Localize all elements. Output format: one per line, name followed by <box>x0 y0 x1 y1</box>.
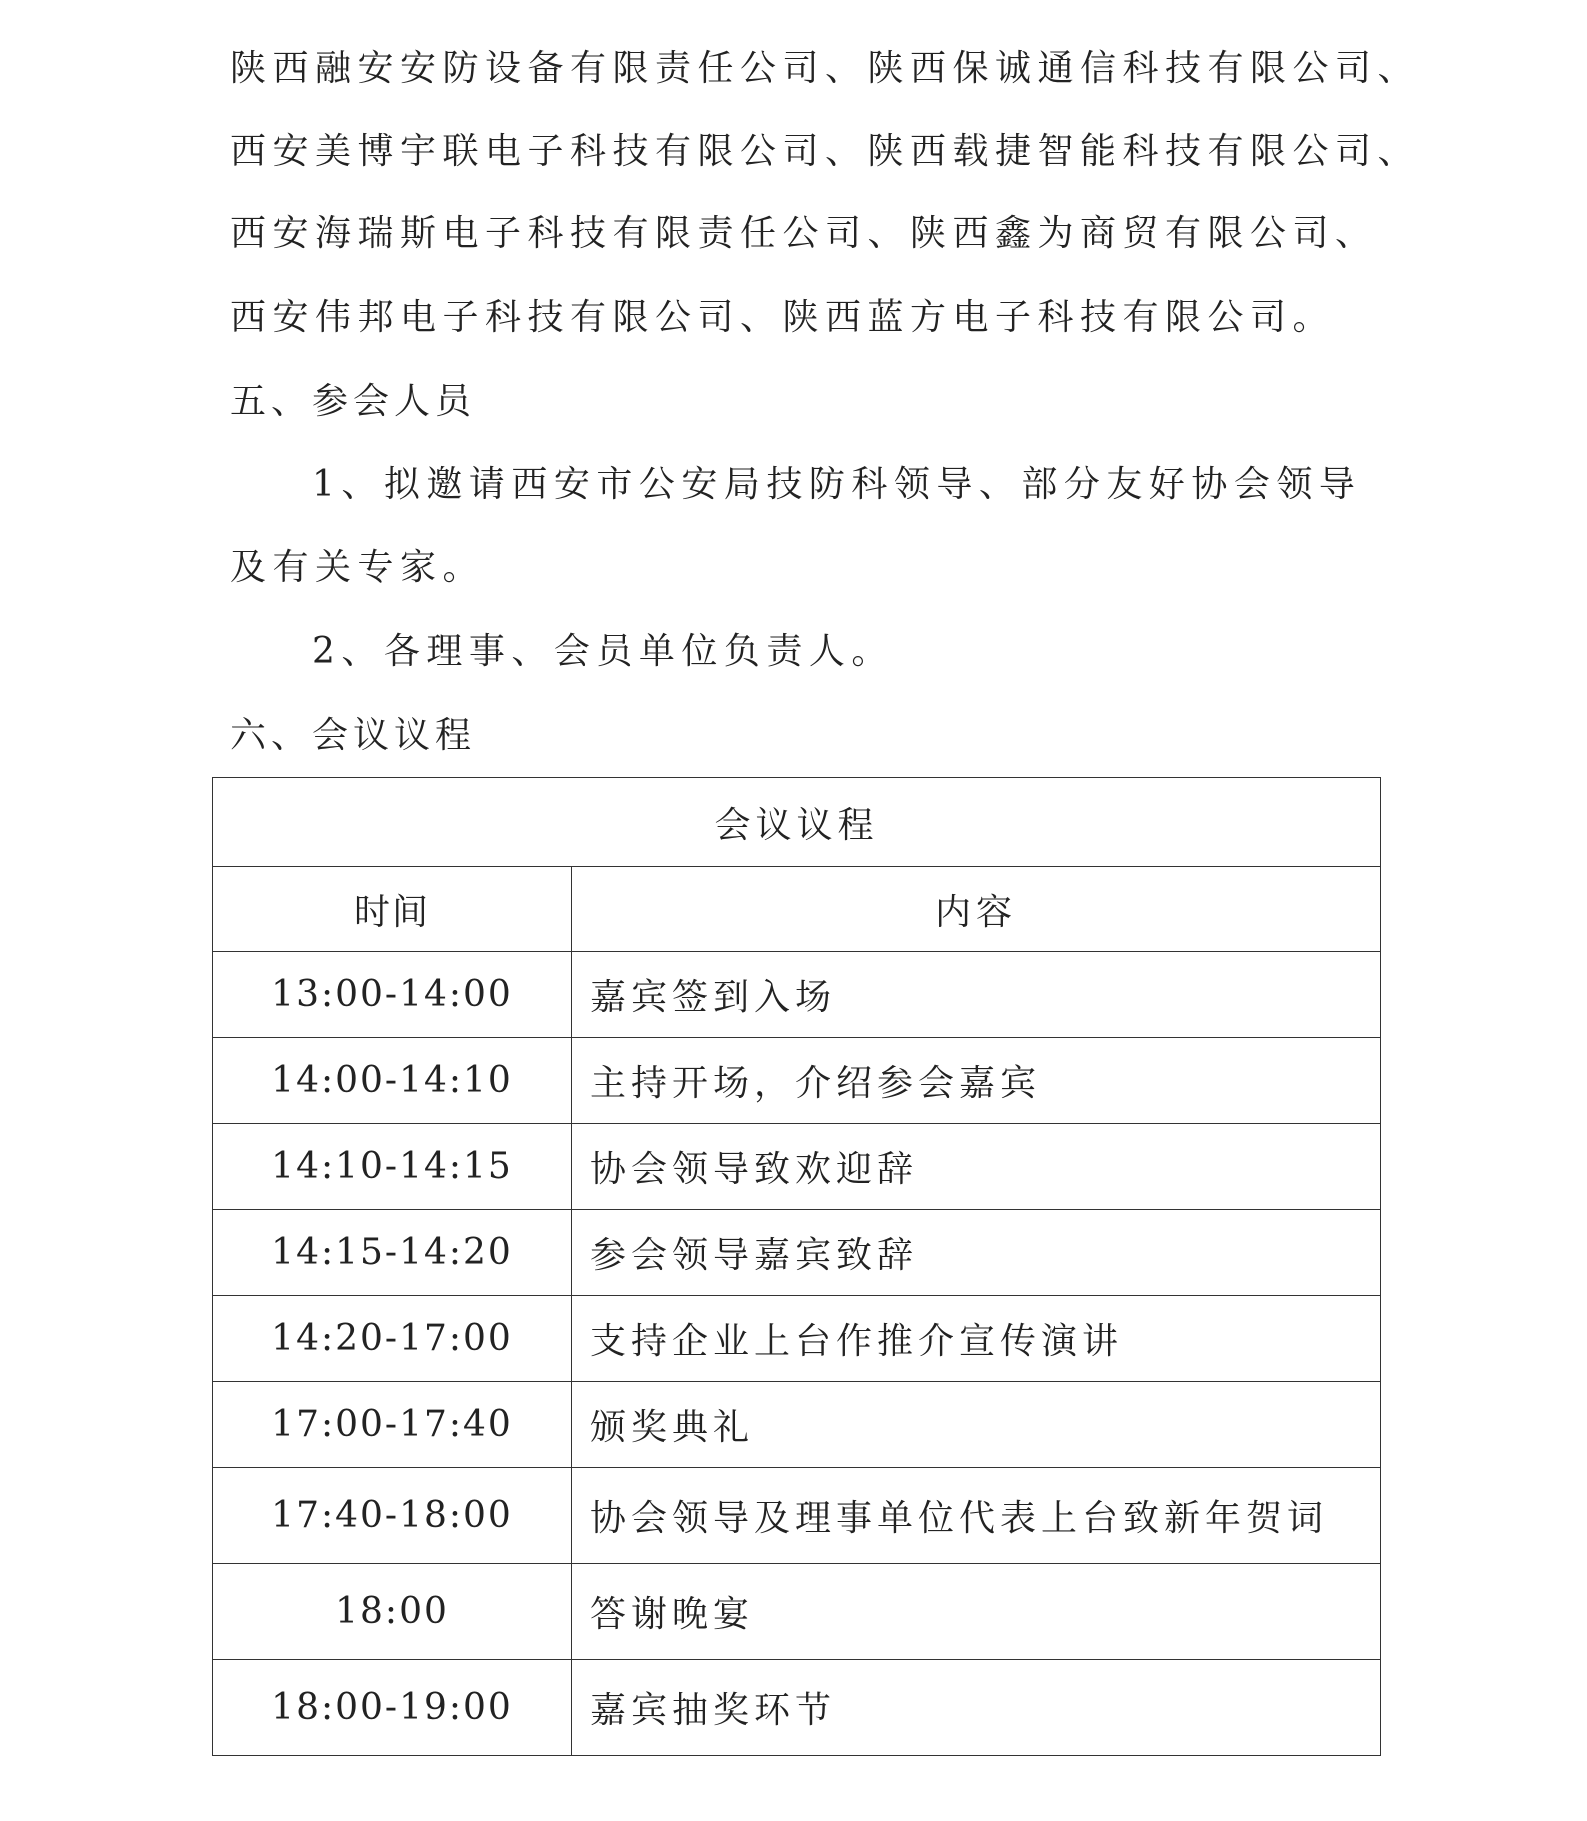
row-content: 颁奖典礼 <box>572 1382 1381 1468</box>
row-time: 17:00-17:40 <box>213 1382 572 1468</box>
table-row <box>213 1660 1381 1756</box>
row-content: 协会领导及理事单位代表上台致新年贺词 <box>572 1468 1381 1564</box>
attendee-item-2: 2、各理事、会员单位负责人。 <box>312 631 894 672</box>
row-content: 嘉宾抽奖环节 <box>572 1660 1381 1756</box>
row-content: 嘉宾签到入场 <box>572 952 1381 1038</box>
table-row <box>213 1468 1381 1564</box>
row-time: 18:00 <box>213 1564 572 1660</box>
agenda-table-title: 会议议程 <box>213 778 1381 867</box>
company-list-line-1: 陕西融安安防设备有限责任公司、陕西保诚通信科技有限公司、 <box>230 48 1421 89</box>
row-time: 14:00-14:10 <box>213 1038 572 1124</box>
table-row <box>213 1382 1381 1468</box>
row-time: 13:00-14:00 <box>213 952 572 1038</box>
row-content: 参会领导嘉宾致辞 <box>572 1210 1381 1296</box>
agenda-table <box>212 777 1381 1756</box>
section-6-heading: 六、会议议程 <box>230 715 477 756</box>
row-time: 14:20-17:00 <box>213 1296 572 1382</box>
attendee-item-1-line-2: 及有关专家。 <box>230 547 486 588</box>
table-row <box>213 1564 1381 1660</box>
row-time: 18:00-19:00 <box>213 1660 572 1756</box>
table-row <box>213 1296 1381 1382</box>
row-content: 答谢晚宴 <box>572 1564 1381 1660</box>
company-list-line-4: 西安伟邦电子科技有限公司、陕西蓝方电子科技有限公司。 <box>230 297 1336 338</box>
row-content: 协会领导致欢迎辞 <box>572 1124 1381 1210</box>
header-time: 时间 <box>213 867 572 952</box>
section-5-heading: 五、参会人员 <box>230 381 477 422</box>
company-list-line-3: 西安海瑞斯电子科技有限责任公司、陕西鑫为商贸有限公司、 <box>230 213 1378 254</box>
row-time: 14:15-14:20 <box>213 1210 572 1296</box>
table-row <box>213 1124 1381 1210</box>
table-row <box>213 1038 1381 1124</box>
table-row <box>213 1210 1381 1296</box>
row-content: 主持开场，介绍参会嘉宾 <box>572 1038 1381 1124</box>
header-content: 内容 <box>572 867 1381 952</box>
table-row <box>213 952 1381 1038</box>
attendee-item-1-line-1: 1、拟邀请西安市公安局技防科领导、部分友好协会领导 <box>312 464 1362 505</box>
row-content: 支持企业上台作推介宣传演讲 <box>572 1296 1381 1382</box>
row-time: 14:10-14:15 <box>213 1124 572 1210</box>
company-list-line-2: 西安美博宇联电子科技有限公司、陕西载捷智能科技有限公司、 <box>230 131 1421 172</box>
row-time: 17:40-18:00 <box>213 1468 572 1564</box>
